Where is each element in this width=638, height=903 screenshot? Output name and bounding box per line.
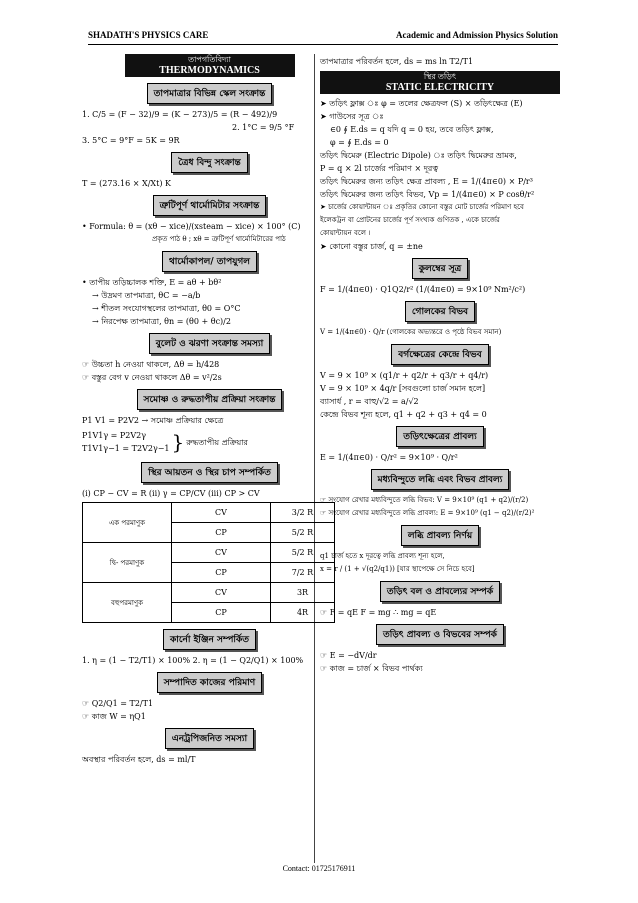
eq-heat-ratio: ☞ Q2/Q1 = T2/T1: [82, 699, 154, 708]
section-coulomb: কুলম্বের সূত্র: [412, 258, 469, 279]
section-faulty-thermometer: ত্রুটিপূর্ণ থার্মোমিটার সংক্রান্ত: [153, 195, 267, 216]
heat-value: 7/2 R: [271, 563, 335, 583]
quantization-1: ➤ চার্জের কোয়ান্টায়ন ঃ প্রকৃতির কোনো বস্তুর মোট চার্জের পরিমাণ হবে: [320, 203, 524, 211]
eq-square-equal: V = 9 × 10⁹ × 4q/r [সবগুলো চার্জ সমান হলে]: [320, 384, 486, 393]
thermo-banner-en: THERMODYNAMICS: [159, 65, 260, 76]
section-bullet-waterfall: বুলেট ও ঝরণা সংক্রান্ত সমস্যা: [149, 333, 270, 354]
eq-dipole-moment: P = q × 2l চার্জের পরিমাণ × দূরত্ব: [320, 164, 439, 173]
section-processes: সমোষ্ণ ও রুদ্ধতাপীয় প্রক্রিয়া সংক্রান্ত: [137, 389, 283, 410]
heat-symbol: CP: [172, 523, 271, 543]
dipole-def: তড়িৎ দ্বিমেরু (Electric Dipole) ঃ তড়িৎ দ্বিমেরুর ভ্রামক,: [320, 151, 517, 160]
eq-charge: ➤ কোনো বস্তুর চার্জ, q = ±ne: [320, 242, 423, 251]
gas-kind: এক পরমাণুক: [83, 503, 172, 543]
heat-symbol: CV: [172, 583, 271, 603]
section-field-potential: তড়িৎ প্রাবল্য ও বিভবের সম্পর্ক: [376, 624, 504, 645]
eq-field-intensity: E = 1/(4π∈0) · Q/r² = 9×10⁹ · Q/r²: [320, 453, 458, 462]
eq-height: ☞ উচ্চতা h নেওয়া থাকলে, Δθ = h/428: [82, 360, 220, 369]
eq-work: ☞ কাজ W = ηQ1: [82, 712, 146, 721]
section-specific-heats: স্থির আয়তন ও স্থির চাপ সম্পর্কিত: [141, 462, 278, 483]
section-field-intensity: তড়িৎক্ষেত্রের প্রাবল্য: [396, 426, 483, 447]
section-force-field: তড়িৎ বল ও প্রাবল্যের সম্পর্ক: [380, 581, 500, 602]
thermo-banner-bn: তাপগতিবিদ্যা: [188, 55, 231, 64]
eq-dipole-field: তড়িৎ দ্বিমেরুর জন্য তড়িৎ ক্ষেত্র প্রাবল্য , E = 1/(4π∈0) × P/r³: [320, 177, 533, 186]
section-carnot: কার্নো ইঞ্জিন সম্পর্কিত: [163, 629, 256, 650]
right-column: [320, 54, 560, 676]
eq-adiabatic-pv: P1V1γ = P2V2γ: [82, 431, 147, 440]
heat-symbol: CP: [172, 563, 271, 583]
eq-degree: 2. 1°C = 9/5 °F: [232, 123, 295, 132]
thermo-banner: [125, 54, 295, 77]
page-header: [88, 30, 558, 45]
eq-inversion-temp: → উদ্রমণ তাপমাত্রা, θC = −a/b: [92, 291, 201, 300]
heat-symbol: CV: [172, 543, 271, 563]
heat-value: 5/2 R: [271, 523, 335, 543]
gauss-law: ➤ গাউসের সূত্র ঃ: [320, 112, 384, 121]
gas-table-row: [83, 543, 335, 563]
eq-faulty-thermometer: • Formula: θ = (xθ − xice)/(xsteam − xice) × 100° (C): [82, 222, 301, 231]
section-sphere-potential: গোলকের বিভব: [405, 301, 475, 322]
eq-coulomb: F = 1/(4π∈0) · Q1Q2/r² (1/(4π∈0) = 9×10⁹ Nm²/c²): [320, 285, 526, 294]
gas-table: [82, 502, 335, 623]
eq-triple-point: T = (273.16 × X/Xt) K: [82, 179, 171, 188]
eq-neutral-temp: → নিরপেক্ষ তাপমাত্রা, θn = (θ0 + θc)/2: [92, 317, 231, 326]
gas-table-row: [83, 503, 335, 523]
section-temp-scales: তাপমাত্রার বিভিন্ন স্কেল সংক্রান্ত: [147, 83, 273, 104]
footer-contact: Contact: 01725176911: [282, 864, 356, 873]
heat-value: 3/2 R: [271, 503, 335, 523]
eq-midpoint-field: ☞ সংযোগ রেখার মধ্যবিন্দুতে লব্ধি প্রাবল্য: E = 9×10⁹ (q1 − q2)/(r/2)²: [320, 509, 535, 517]
flux-def: ➤ তড়িৎ ফ্লাক্স ঃ φ = তলের ক্ষেত্রফল (S) × তড়িৎক্ষেত্র (E): [320, 99, 523, 108]
section-triple-point: ত্রৈধ বিন্দু সংক্রান্ত: [171, 152, 248, 173]
eq-zero-potential: কেন্দ্রে বিভব শূন্য হলে, q1 + q2 + q3 + q4 = 0: [320, 410, 487, 419]
eq-isothermal: P1 V1 = P2V2 → সমোষ্ণ প্রক্রিয়ার ক্ষেত্রে: [82, 416, 224, 425]
quantization-3: কোয়ান্টায়ন বলে ।: [320, 229, 371, 237]
eq-dipole-potential: তড়িৎ দ্বিমেরুর জন্য তড়িৎ বিভব, Vp = 1/(4π∈0) × P cosθ/r²: [320, 190, 535, 199]
eq-adiabatic-tv: T1V1γ−1 = T2V2γ−1: [82, 444, 170, 453]
eq-gauss: ∈0 ∮ E.ds = q যদি q = 0 হয়, তবে তড়িৎ ফ্লাক্স,: [330, 125, 494, 134]
gas-kind: দ্বি- পরমাণুক: [83, 543, 172, 583]
eq-midpoint-potential: ☞ সংযোগ রেখার মধ্যবিন্দুতে লব্ধি বিভব: V = 9×10⁹ (q1 + q2)/(r/2): [320, 496, 529, 504]
adiabatic-label: রুদ্ধতাপীয় প্রক্রিয়ার: [186, 437, 248, 447]
eq-square-sum: V = 9 × 10⁹ × (q1/r + q2/r + q3/r + q4/r): [320, 371, 489, 380]
left-column: [82, 54, 337, 767]
note-faulty-thermometer: প্রকৃত পাঠ θ ; xθ = ত্রুটিপূর্ণ থার্মোমিটারের পাঠ: [152, 235, 286, 243]
eq-resultant-x: x = r / (1 + √(q2/q1)) [যার স্থাপেক্ষে সে নিচে হবে]: [320, 565, 475, 573]
eq-entropy-temp: তাপমাত্রার পরিবর্তন হলে, ds = ms ln T2/T1: [320, 57, 474, 66]
header-right: Academic and Admission Physics Solution: [395, 30, 558, 40]
quantization-2: ইলেকট্রন বা প্রোটনের চার্জের পূর্ণ সংখ্যক গুণিতক , একে চার্জের: [320, 216, 500, 224]
eq-scale-conversion: 1. C/5 = (F − 32)/9 = (K − 273)/5 = (R − 492)/9: [82, 110, 278, 119]
heat-value: 5/2 R: [271, 543, 335, 563]
section-entropy: এনট্রপিজনিত সমস্যা: [165, 728, 254, 749]
eq-entropy: অবস্থার পরিবর্তন হলে, ds = ml/T: [82, 755, 196, 764]
adiabatic-group: [82, 428, 337, 456]
eq-gauss-zero: φ = ∮ E.ds = 0: [330, 138, 389, 147]
heat-value: 3R: [271, 583, 335, 603]
eq-field-gradient: ☞ E = −dV/dr: [320, 651, 377, 660]
section-resultant-field: লব্ধি প্রাবল্য নির্ণয়: [401, 525, 479, 546]
eq-carnot: 1. η = (1 − T2/T1) × 100% 2. η = (1 − Q2/Q1) × 100%: [82, 656, 304, 665]
static-banner-bn: স্থির তড়িৎ: [423, 72, 457, 81]
static-banner-en: STATIC ELECTRICITY: [385, 82, 495, 93]
eq-radius: ব্যাসার্ধ , r = বাহু/√2 = a/√2: [320, 397, 419, 406]
gas-kind: বহুপরমাণুক: [83, 583, 172, 623]
header-left: SHADATH'S PHYSICS CARE: [88, 30, 209, 40]
heat-symbol: CV: [172, 503, 271, 523]
eq-work-charge: ☞ কাজ = চার্জ × বিভব পার্থক্য: [320, 664, 423, 673]
eq-cold-junction: → শীতল সংযোগস্থলের তাপমাত্রা, θ0 = O°C: [92, 304, 241, 313]
eq-sphere-potential: V = 1/(4π∈0) · Q/r (গোলকের অভ্যন্তরে ও পৃষ্ঠে বিভব সমান): [320, 328, 502, 336]
eq-specific-heats: (i) CP − CV = R (ii) γ = CP/CV (iii) CP > CV: [82, 489, 260, 498]
eq-thermo-emf: • তাপীয় তড়িচ্চালক শক্তি, E = aθ + bθ²: [82, 278, 222, 287]
static-banner: [320, 71, 560, 94]
section-thermocouple: থার্মোকাপল/ তাপযুগল: [162, 251, 257, 272]
section-work-done: সম্পাদিত কাজের পরিমাণ: [157, 672, 263, 693]
section-square-center: বর্গক্ষেত্রের কেন্দ্রে বিভব: [391, 344, 488, 365]
eq-velocity: ☞ বস্তুর বেগ v নেওয়া থাকলে Δθ = v²/2s: [82, 373, 222, 382]
eq-scale-steps: 3. 5°C = 9°F = 5K = 9R: [82, 136, 180, 145]
heat-value: 4R: [271, 603, 335, 623]
gas-table-row: [83, 583, 335, 603]
eq-force-field: ☞ F = qE F = mg ∴ mg = qE: [320, 608, 437, 617]
section-midpoint: মধ্যবিন্দুতে লব্ধি এবং বিভব প্রাবল্য: [371, 469, 510, 490]
resultant-desc: q1 চার্জ হতে x দূরত্বে লব্ধি প্রাবল্য শূন্য হলে,: [320, 552, 445, 560]
brace: }: [171, 430, 185, 454]
heat-symbol: CP: [172, 603, 271, 623]
